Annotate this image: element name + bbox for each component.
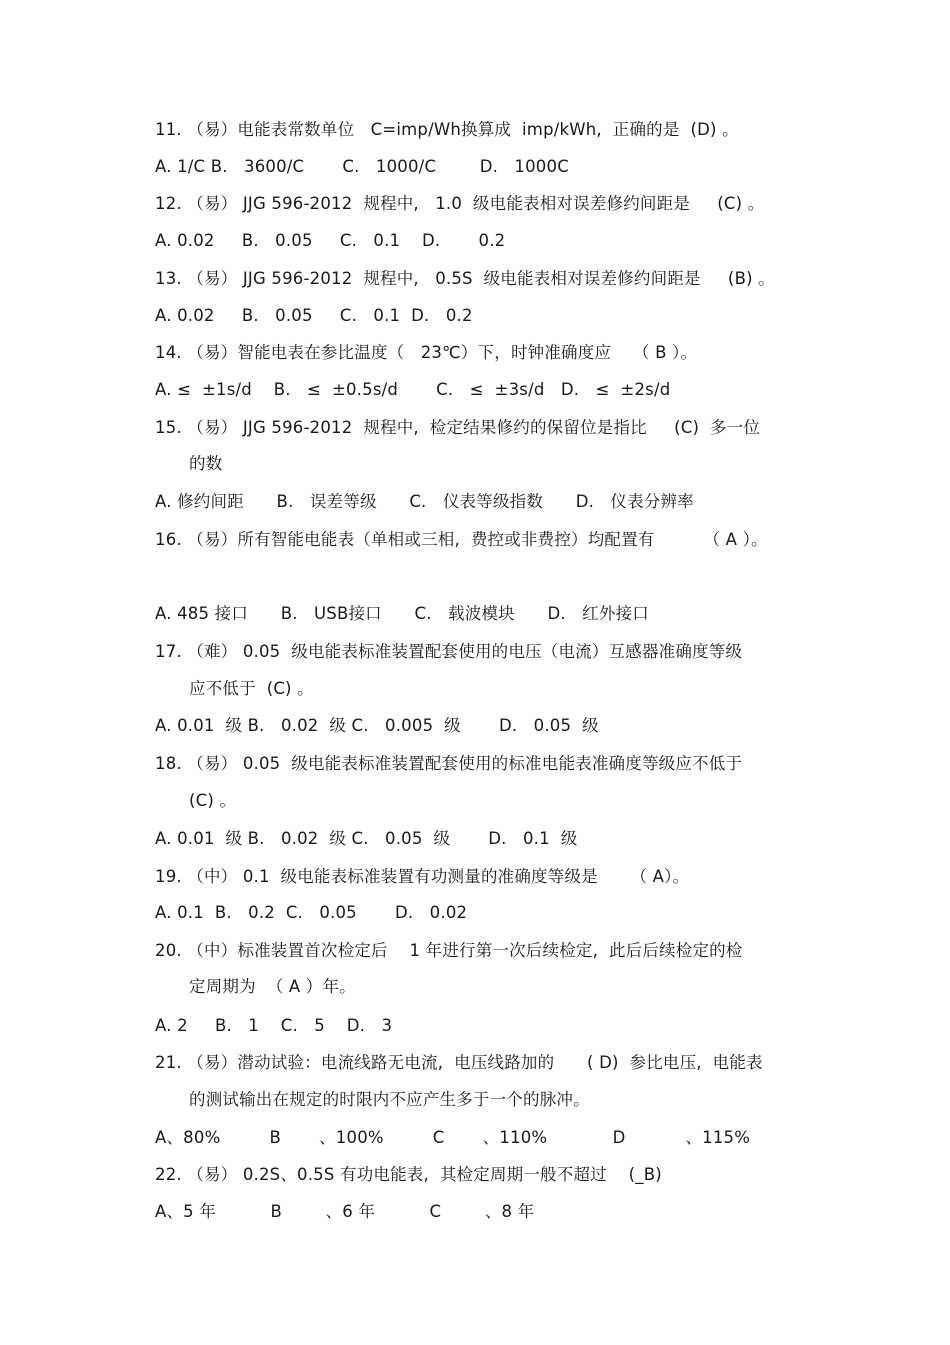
question-17: 17. （难） 0.05 级电能表标准装置配套使用的电压（电流）互感器准确度等级 — [155, 642, 743, 661]
options-22: A、5 年 B 、6 年 C 、8 年 — [155, 1202, 535, 1221]
options-21: A、80% B 、100% C 、110% D 、115% — [155, 1128, 751, 1147]
question-16: 16. （易）所有智能电能表（单相或三相, 费控或非费控）均配置有 （ A ）。 — [155, 530, 768, 549]
options-16: A. 485 接口 B. USB接口 C. 载波模块 D. 红外接口 — [155, 604, 649, 623]
options-12: A. 0.02 B. 0.05 C. 0.1 D. 0.2 — [155, 231, 506, 250]
question-20: 20. （中）标准装置首次检定后 1 年进行第一次后续检定, 此后后续检定的检 — [155, 941, 743, 960]
options-11: A. 1/C B. 3600/C C. 1000/C D. 1000C — [155, 157, 569, 176]
options-19: A. 0.1 B. 0.2 C. 0.05 D. 0.02 — [155, 903, 468, 922]
question-12: 12. （易） JJG 596-2012 规程中, 1.0 级电能表相对误差修约间距是 (C) 。 — [155, 194, 765, 213]
question-13: 13. （易） JJG 596-2012 规程中, 0.5S 级电能表相对误差修约间距是 (B) 。 — [155, 269, 775, 288]
options-14: A. ≤ ±1s/d B. ≤ ±0.5s/d C. ≤ ±3s/d D. ≤ ±2s/d — [155, 380, 671, 399]
question-15-continued: 的数 — [189, 454, 223, 473]
question-19: 19. （中） 0.1 级电能表标准装置有功测量的准确度等级是 （ A）。 — [155, 867, 690, 886]
question-21-continued: 的测试输出在规定的时限内不应产生多于一个的脉冲。 — [189, 1090, 590, 1109]
options-15: A. 修约间距 B. 误差等级 C. 仪表等级指数 D. 仪表分辨率 — [155, 492, 694, 511]
question-14: 14. （易）智能电表在参比温度（ 23℃）下，时钟准确度应 （ B ）。 — [155, 343, 698, 362]
question-11: 11. （易）电能表常数单位 C=imp/Wh换算成 imp/kWh, 正确的是 (D) 。 — [155, 120, 739, 139]
question-22: 22. （易） 0.2S、0.5S 有功电能表, 其检定周期一般不超过 (_B) — [155, 1165, 662, 1184]
options-20: A. 2 B. 1 C. 5 D. 3 — [155, 1016, 393, 1035]
question-15: 15. （易） JJG 596-2012 规程中, 检定结果修约的保留位是指比 (C) 多一位 — [155, 418, 761, 437]
options-18: A. 0.01 级 B. 0.02 级 C. 0.05 级 D. 0.1 级 — [155, 829, 578, 848]
options-17: A. 0.01 级 B. 0.02 级 C. 0.005 级 D. 0.05 级 — [155, 716, 599, 735]
question-21: 21. （易）潜动试验：电流线路无电流, 电压线路加的 ( D) 参比电压, 电能表 — [155, 1053, 763, 1072]
options-13: A. 0.02 B. 0.05 C. 0.1 D. 0.2 — [155, 306, 473, 325]
question-17-continued: 应不低于 (C) 。 — [189, 679, 314, 698]
question-20-continued: 定周期为 （ A ）年。 — [189, 977, 356, 996]
question-18-continued: (C) 。 — [189, 791, 237, 810]
question-18: 18. （易） 0.05 级电能表标准装置配套使用的标准电能表准确度等级应不低于 — [155, 754, 743, 773]
